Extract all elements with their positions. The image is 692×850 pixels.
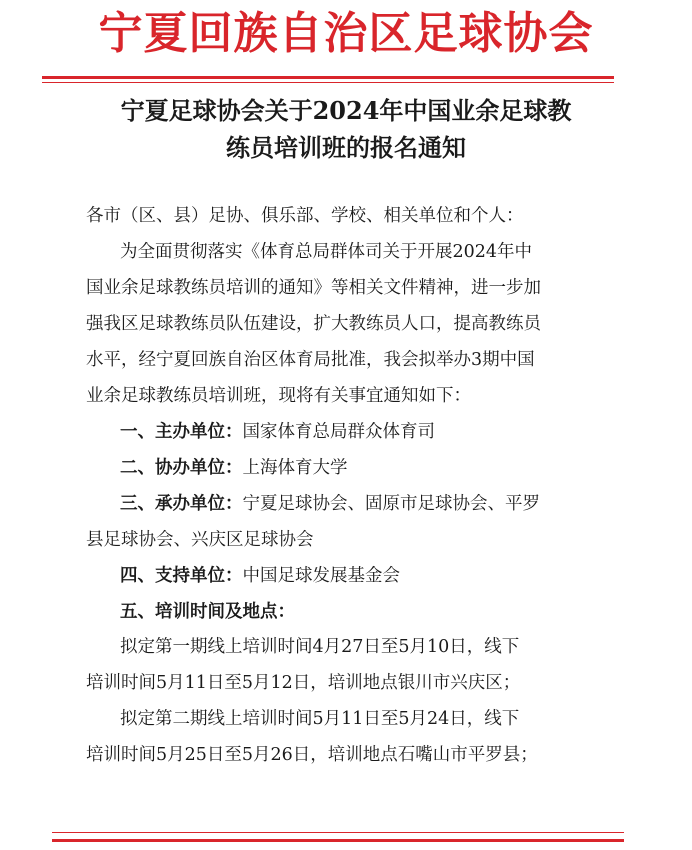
section-host-label: 一、主办单位： — [120, 422, 243, 442]
section-co-organizer — [120, 456, 348, 480]
footer-rule-thin — [52, 832, 624, 833]
section-host-value: 国家体育总局群众体育司 — [242, 422, 435, 442]
intro-line-1: 为全面贯彻落实《体育总局群体司关于开展2024年中 — [120, 242, 533, 262]
schedule-2-line-2: 培训时间5月25日至5月26日，培训地点石嘴山市平罗县； — [86, 745, 538, 765]
letterhead-rule-thick — [42, 76, 614, 79]
section-supporter-label: 四、支持单位： — [120, 566, 243, 586]
document-title — [60, 92, 632, 166]
schedule-1-line-2: 培训时间5月11日至5月12日，培训地点银川市兴庆区； — [86, 673, 521, 693]
section-co-organizer-label: 二、协办单位： — [120, 458, 243, 478]
section-organizer-value-line-2: 县足球协会、兴庆区足球协会 — [86, 530, 314, 550]
intro-line-4: 水平，经宁夏回族自治区体育局批准，我会拟举办3期中国 — [86, 350, 535, 370]
footer-rule-thick — [52, 839, 624, 842]
schedule-2-line-1: 拟定第二期线上培训时间5月11日至5月24日，线下 — [120, 709, 520, 729]
intro-line-2: 国业余足球教练员培训的通知》等相关文件精神，进一步加 — [86, 278, 541, 298]
salutation: 各市（区、县）足协、俱乐部、学校、相关单位和个人： — [86, 206, 524, 226]
document-title-line-1: 宁夏足球协会关于2024年中国业余足球教 — [120, 96, 572, 125]
section-supporter-value: 中国足球发展基金会 — [242, 566, 400, 586]
section-supporter — [120, 564, 400, 588]
section-co-organizer-value: 上海体育大学 — [242, 458, 348, 478]
section-time-place-heading: 五、培训时间及地点： — [120, 602, 295, 622]
intro-line-3: 强我区足球教练员队伍建设，扩大教练员人口，提高教练员 — [86, 314, 541, 334]
letterhead-rule-thin — [42, 82, 614, 83]
section-organizer-label: 三、承办单位： — [120, 494, 243, 514]
section-host — [120, 420, 435, 444]
section-organizer — [120, 492, 540, 516]
schedule-1-line-1: 拟定第一期线上培训时间4月27日至5月10日，线下 — [120, 637, 520, 657]
section-organizer-value-line-1: 宁夏足球协会、固原市足球协会、平罗 — [242, 494, 540, 514]
intro-line-5: 业余足球教练员培训班，现将有关事宜通知如下： — [86, 386, 471, 406]
letterhead-org-name: 宁夏回族自治区足球协会 — [98, 8, 594, 59]
document-title-line-2: 练员培训班的报名通知 — [226, 133, 466, 162]
